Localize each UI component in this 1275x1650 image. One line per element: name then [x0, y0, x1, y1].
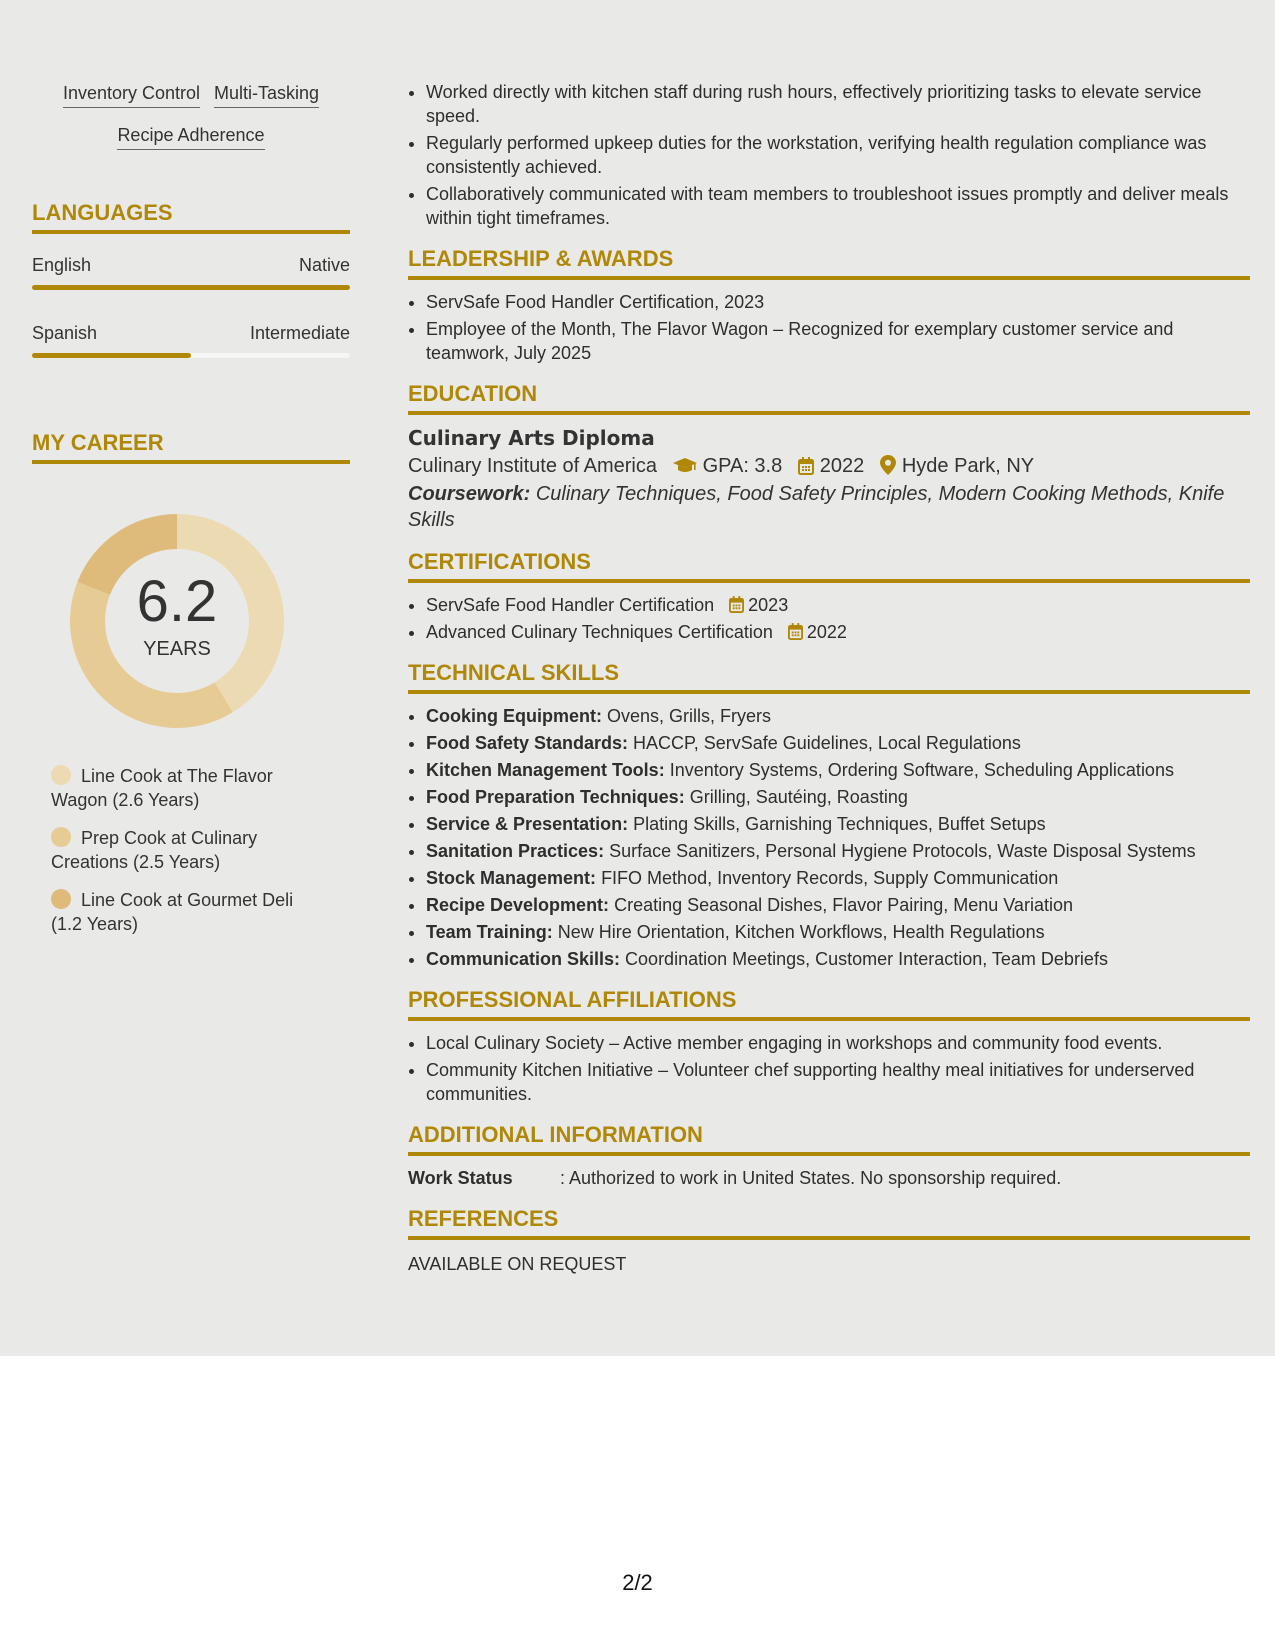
work-status-row — [408, 1166, 1250, 1190]
language-bar — [32, 353, 350, 358]
certification-year: 2023 — [748, 595, 789, 615]
list-item — [426, 758, 1250, 782]
language-bar-fill — [32, 353, 191, 358]
skill-category: Kitchen Management Tools: — [426, 760, 665, 780]
work-status-label: Work Status — [408, 1168, 513, 1188]
list-item: • Worked directly with kitchen staff during rush hours, effectively prioritizing tasks to elevate service speed. — [426, 80, 1250, 128]
skill-category: Food Safety Standards: — [426, 733, 629, 753]
coursework — [408, 481, 1250, 533]
list-item: • Community Kitchen Initiative – Volunteer chef supporting healthy meal initiatives for underserved communities. — [426, 1058, 1250, 1106]
technical-skills-heading: TECHNICAL SKILLS — [408, 660, 1250, 694]
affiliations-list — [408, 1031, 1250, 1106]
list-item: • Regularly performed upkeep duties for the workstation, verifying health regulation compliance was consistently achieved. — [426, 131, 1250, 179]
list-item — [426, 839, 1250, 863]
left-column — [32, 76, 350, 950]
legend-item — [51, 826, 316, 874]
right-column — [408, 80, 1250, 1276]
list-item — [426, 812, 1250, 836]
skill-values: Coordination Meetings, Customer Interaction, Team Debriefs — [625, 949, 1108, 969]
language-level: Intermediate — [249, 323, 350, 343]
school-location: Hyde Park, NY — [901, 455, 1035, 477]
education-details — [408, 451, 1250, 481]
career-total-value: 6.2 — [136, 569, 218, 634]
skill-tag: Inventory Control — [63, 82, 200, 108]
certifications-heading: CERTIFICATIONS — [408, 549, 1250, 583]
education-heading: EDUCATION — [408, 381, 1250, 415]
technical-skills-list — [408, 704, 1250, 971]
calendar-icon — [798, 457, 814, 475]
language-item — [32, 254, 350, 290]
skill-values: HACCP, ServSafe Guidelines, Local Regulations — [633, 733, 1021, 753]
career-donut-chart — [62, 506, 292, 736]
legend-item — [51, 764, 316, 812]
skill-category: Sanitation Practices: — [426, 841, 605, 861]
language-name: Spanish — [32, 323, 98, 343]
certification-name: ServSafe Food Handler Certification — [426, 595, 715, 615]
list-item — [426, 893, 1250, 917]
skill-category: Recipe Development: — [426, 895, 610, 915]
legend-swatch — [51, 827, 71, 847]
skill-values: FIFO Method, Inventory Records, Supply Communication — [601, 868, 1059, 888]
leadership-heading: LEADERSHIP & AWARDS — [408, 246, 1250, 280]
list-item — [426, 593, 1250, 617]
languages-heading: LANGUAGES — [32, 200, 350, 234]
school-name: Culinary Institute of America — [408, 455, 657, 477]
skill-category: Food Preparation Techniques: — [426, 787, 685, 807]
list-item — [426, 785, 1250, 809]
legend-label: Line Cook at Gourmet Deli (1.2 Years) — [51, 890, 294, 934]
skill-category: Cooking Equipment: — [426, 706, 602, 726]
calendar-icon — [788, 623, 803, 640]
references-heading: REFERENCES — [408, 1206, 1250, 1240]
skill-tag: Multi-Tasking — [214, 82, 319, 108]
skill-values: Grilling, Sautéing, Roasting — [689, 787, 908, 807]
language-name: English — [32, 255, 92, 275]
list-item: • Collaboratively communicated with team members to troubleshoot issues promptly and deliver meals within tight timeframes. — [426, 182, 1250, 230]
legend-swatch — [51, 765, 71, 785]
list-item: • ServSafe Food Handler Certification, 2023 — [426, 290, 1250, 314]
skill-category: Service & Presentation: — [426, 814, 629, 834]
coursework-list: Culinary Techniques, Food Safety Principles, Modern Cooking Methods, Knife Skills — [408, 483, 1225, 531]
map-pin-icon — [880, 455, 896, 475]
list-item — [426, 866, 1250, 890]
coursework-label: Coursework: — [408, 483, 531, 505]
list-item — [426, 947, 1250, 971]
work-status-value: : Authorized to work in United States. No sponsorship required. — [560, 1168, 1062, 1188]
skill-values: Creating Seasonal Dishes, Flavor Pairing, Menu Variation — [614, 895, 1073, 915]
language-item — [32, 322, 350, 358]
legend-label: Prep Cook at Culinary Creations (2.5 Years) — [51, 828, 258, 872]
certification-name: Advanced Culinary Techniques Certification — [426, 622, 773, 642]
skill-tags — [32, 76, 350, 160]
language-level: Native — [298, 255, 350, 275]
additional-info-heading: ADDITIONAL INFORMATION — [408, 1122, 1250, 1156]
skill-category: Communication Skills: — [426, 949, 621, 969]
graduation-year: 2022 — [819, 455, 865, 477]
graduation-cap-icon — [673, 457, 697, 475]
career-legend — [51, 764, 316, 936]
list-item — [426, 920, 1250, 944]
skill-tag: Recipe Adherence — [117, 124, 264, 150]
legend-swatch — [51, 889, 71, 909]
career-heading: MY CAREER — [32, 430, 350, 464]
leadership-list — [408, 290, 1250, 365]
experience-bullets — [408, 80, 1250, 230]
certifications-list — [408, 593, 1250, 644]
list-item: • Local Culinary Society – Active member engaging in workshops and community food events. — [426, 1031, 1250, 1055]
skill-category: Stock Management: — [426, 868, 597, 888]
legend-item — [51, 888, 316, 936]
list-item: • Employee of the Month, The Flavor Wagon – Recognized for exemplary customer service and teamwork, July 2025 — [426, 317, 1250, 365]
skill-category: Team Training: — [426, 922, 553, 942]
page-number: 2/2 — [622, 1570, 653, 1595]
references-text: AVAILABLE ON REQUEST — [408, 1254, 627, 1274]
list-item — [426, 731, 1250, 755]
language-bar — [32, 285, 350, 290]
skill-values: Surface Sanitizers, Personal Hygiene Protocols, Waste Disposal Systems — [609, 841, 1196, 861]
gpa-value: GPA: 3.8 — [702, 455, 783, 477]
calendar-icon — [729, 596, 744, 613]
skill-values: Plating Skills, Garnishing Techniques, Buffet Setups — [633, 814, 1046, 834]
degree-title: Culinary Arts Diploma — [408, 426, 655, 450]
skill-values: Inventory Systems, Ordering Software, Scheduling Applications — [669, 760, 1174, 780]
skill-values: New Hire Orientation, Kitchen Workflows, Health Regulations — [557, 922, 1045, 942]
skill-values: Ovens, Grills, Fryers — [607, 706, 772, 726]
affiliations-heading: PROFESSIONAL AFFILIATIONS — [408, 987, 1250, 1021]
career-total-unit: YEARS — [143, 638, 211, 660]
legend-label: Line Cook at The Flavor Wagon (2.6 Years) — [51, 766, 273, 810]
language-bar-fill — [32, 285, 350, 290]
list-item — [426, 620, 1250, 644]
list-item — [426, 704, 1250, 728]
certification-year: 2022 — [806, 622, 847, 642]
